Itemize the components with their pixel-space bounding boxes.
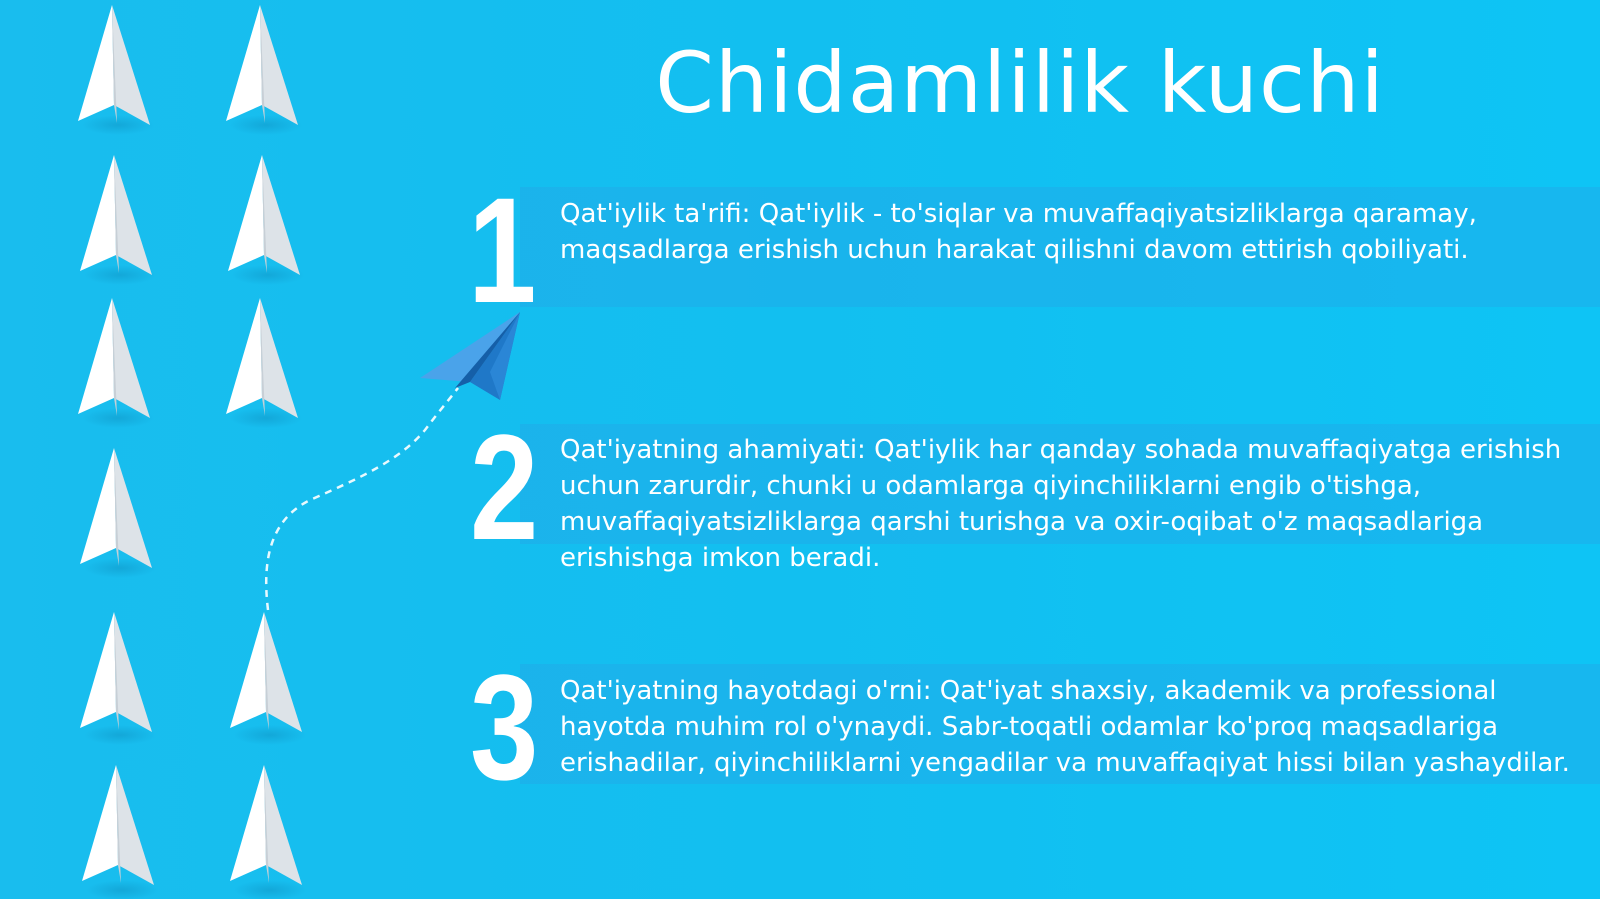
paper-plane-icon: [226, 298, 302, 428]
paper-plane-icon: [230, 765, 306, 899]
item-number: 3: [470, 643, 539, 811]
item-text: Qat'iylik ta'rifi: Qat'iylik - to'siqlar va muvaffaqiyatsizliklarga qaramay, maqsadlarga erishish uchun harakat qilishni davom ettirish qobiliyati.: [560, 199, 1477, 265]
paper-plane-icon: [230, 612, 306, 745]
item-number: 2: [470, 403, 539, 571]
paper-plane-icon: [78, 5, 154, 135]
paper-plane-icon: [82, 765, 158, 899]
paper-plane-icon: [226, 5, 302, 135]
paper-plane-icon: [228, 155, 304, 285]
paper-plane-icon: [80, 612, 156, 745]
item-text: Qat'iyatning hayotdagi o'rni: Qat'iyat shaxsiy, akademik va professional hayotda muhim rol o'ynaydi. Sabr-toqatli odamlar ko'proq maqsadlariga erishadilar, qiyinchiliklarni yengadilar va muvaffaqiyat hissi bilan yashaydilar.: [560, 676, 1570, 778]
paper-plane-icon: [80, 448, 156, 578]
item-number: 1: [468, 166, 537, 334]
paper-plane-icon: [80, 155, 156, 285]
item-text: Qat'iyatning ahamiyati: Qat'iylik har qanday sohada muvaffaqiyatga erishish uchun zarurdir, chunki u odamlarga qiyinchiliklarni engib o'tishga, muvaffaqiyatsizliklarga qarshi turishga va oxir-oqibat o'z maqsadlariga erishishga imkon beradi.: [560, 435, 1562, 573]
paper-plane-icon: [78, 298, 154, 428]
slide-title: Chidamlilik kuchi: [655, 34, 1385, 132]
